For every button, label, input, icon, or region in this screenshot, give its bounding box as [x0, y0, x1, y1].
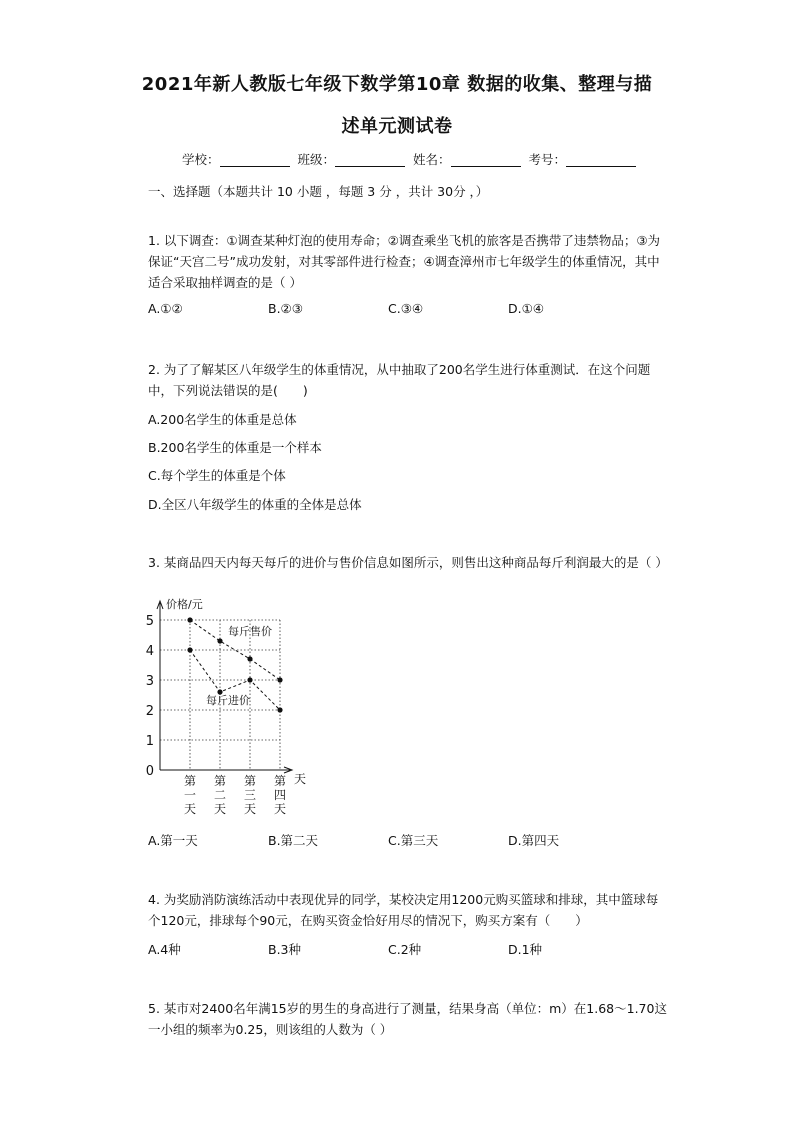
- x-tick-label: 天: [243, 802, 257, 816]
- y-tick-label: 2: [145, 704, 154, 719]
- q3-option-d[interactable]: D.第四天: [508, 833, 560, 848]
- y-tick-label: 0: [145, 764, 154, 779]
- series-label-buy: 每斤进价: [206, 694, 250, 707]
- class-label: 班级：: [297, 152, 336, 167]
- q1-option-d[interactable]: D.①④: [508, 301, 545, 316]
- q1-option-b[interactable]: B.②③: [268, 301, 303, 316]
- q3-option-a[interactable]: A.第一天: [148, 833, 198, 848]
- question-5-stem: 5. 某市对2400名年满15岁的男生的身高进行了测量，结果身高（单位：m）在1.68～1.70这一小组的频率为0.25，则该组的人数为（ ）: [148, 1001, 667, 1037]
- q4-option-b[interactable]: B.3种: [268, 942, 302, 957]
- question-4-stem: 4. 为奖励消防演练活动中表现优异的同学，某校决定用1200元购买篮球和排球，其中篮球每个120元，排球每个90元，在购买资金恰好用尽的情况下，购买方案有（ ）: [148, 892, 659, 928]
- y-tick-label: 3: [145, 674, 154, 689]
- data-point: [277, 707, 282, 712]
- q4-option-a[interactable]: A.4种: [148, 942, 181, 957]
- q1-option-c[interactable]: C.③④: [388, 301, 424, 316]
- data-point: [217, 638, 222, 643]
- x-tick-label: 四: [273, 788, 287, 802]
- number-label: 考号：: [528, 152, 567, 167]
- data-point: [277, 677, 282, 682]
- exam-title-line1: 2021年新人教版七年级下数学第10章 数据的收集、整理与描: [141, 74, 653, 95]
- student-info-row: [182, 150, 640, 168]
- q3-option-b[interactable]: B.第二天: [268, 833, 319, 848]
- question-1-stem: 1. 以下调查：①调查某种灯泡的使用寿命；②调查乘坐飞机的旅客是否携带了违禁物品；③为保证“天宫二号”成功发射，对其零部件进行检查；④调查漳州市七年级学生的体重情况，其中适合采取抽样调查的是（ ）: [148, 233, 661, 290]
- name-blank[interactable]: [451, 152, 521, 167]
- x-tick-label: 第: [183, 774, 197, 788]
- x-tick-label: 第: [273, 774, 287, 788]
- class-blank[interactable]: [335, 152, 405, 167]
- number-blank[interactable]: [566, 152, 636, 167]
- x-tick-label: 三: [243, 788, 257, 802]
- name-label: 姓名：: [413, 152, 451, 167]
- x-tick-label: 天: [273, 802, 287, 816]
- data-point: [187, 617, 192, 622]
- q3-option-c[interactable]: C.第三天: [388, 833, 439, 848]
- q2-option-d[interactable]: D.全区八年级学生的体重的全体是总体: [148, 497, 362, 512]
- y-tick-label: 4: [145, 644, 154, 659]
- exam-title-line2: 述单元测试卷: [341, 116, 453, 137]
- q2-option-b[interactable]: B.200名学生的体重是一个样本: [148, 440, 322, 455]
- x-tick-label: 第: [243, 774, 257, 788]
- q2-option-c[interactable]: C.每个学生的体重是个体: [148, 468, 286, 483]
- q2-option-a[interactable]: A.200名学生的体重是总体: [148, 412, 297, 427]
- x-tick-label: 二: [213, 788, 227, 802]
- question-3-stem: 3. 某商品四天内每天每斤的进价与售价信息如图所示，则售出这种商品每斤利润最大的是（ ）: [148, 555, 668, 570]
- data-point: [247, 677, 252, 682]
- y-tick-label: 5: [145, 614, 154, 629]
- data-point: [247, 656, 252, 661]
- x-tick-label: 天: [183, 802, 197, 816]
- q1-option-a[interactable]: A.①②: [148, 301, 183, 316]
- data-point: [187, 647, 192, 652]
- q4-option-d[interactable]: D.1种: [508, 942, 543, 957]
- section-heading: 一、选择题（本题共计 10 小题 ，每题 3 分 ，共计 30分 ，）: [148, 184, 489, 199]
- x-tick-label: 一: [183, 788, 197, 802]
- y-axis-label: 价格/元: [166, 598, 203, 611]
- x-tick-label: 天: [213, 802, 227, 816]
- q4-option-c[interactable]: C.2种: [388, 942, 422, 957]
- series-label-sell: 每斤售价: [228, 625, 272, 638]
- school-blank[interactable]: [220, 152, 290, 167]
- question-2-stem: 2. 为了了解某区八年级学生的体重情况，从中抽取了200名学生进行体重测试．在这个问题中，下列说法错误的是( ): [148, 362, 651, 398]
- x-tick-label: 第: [213, 774, 227, 788]
- school-label: 学校：: [182, 152, 220, 167]
- x-axis-label: 天: [294, 772, 307, 786]
- price-chart: [140, 595, 310, 820]
- y-tick-label: 1: [145, 734, 154, 749]
